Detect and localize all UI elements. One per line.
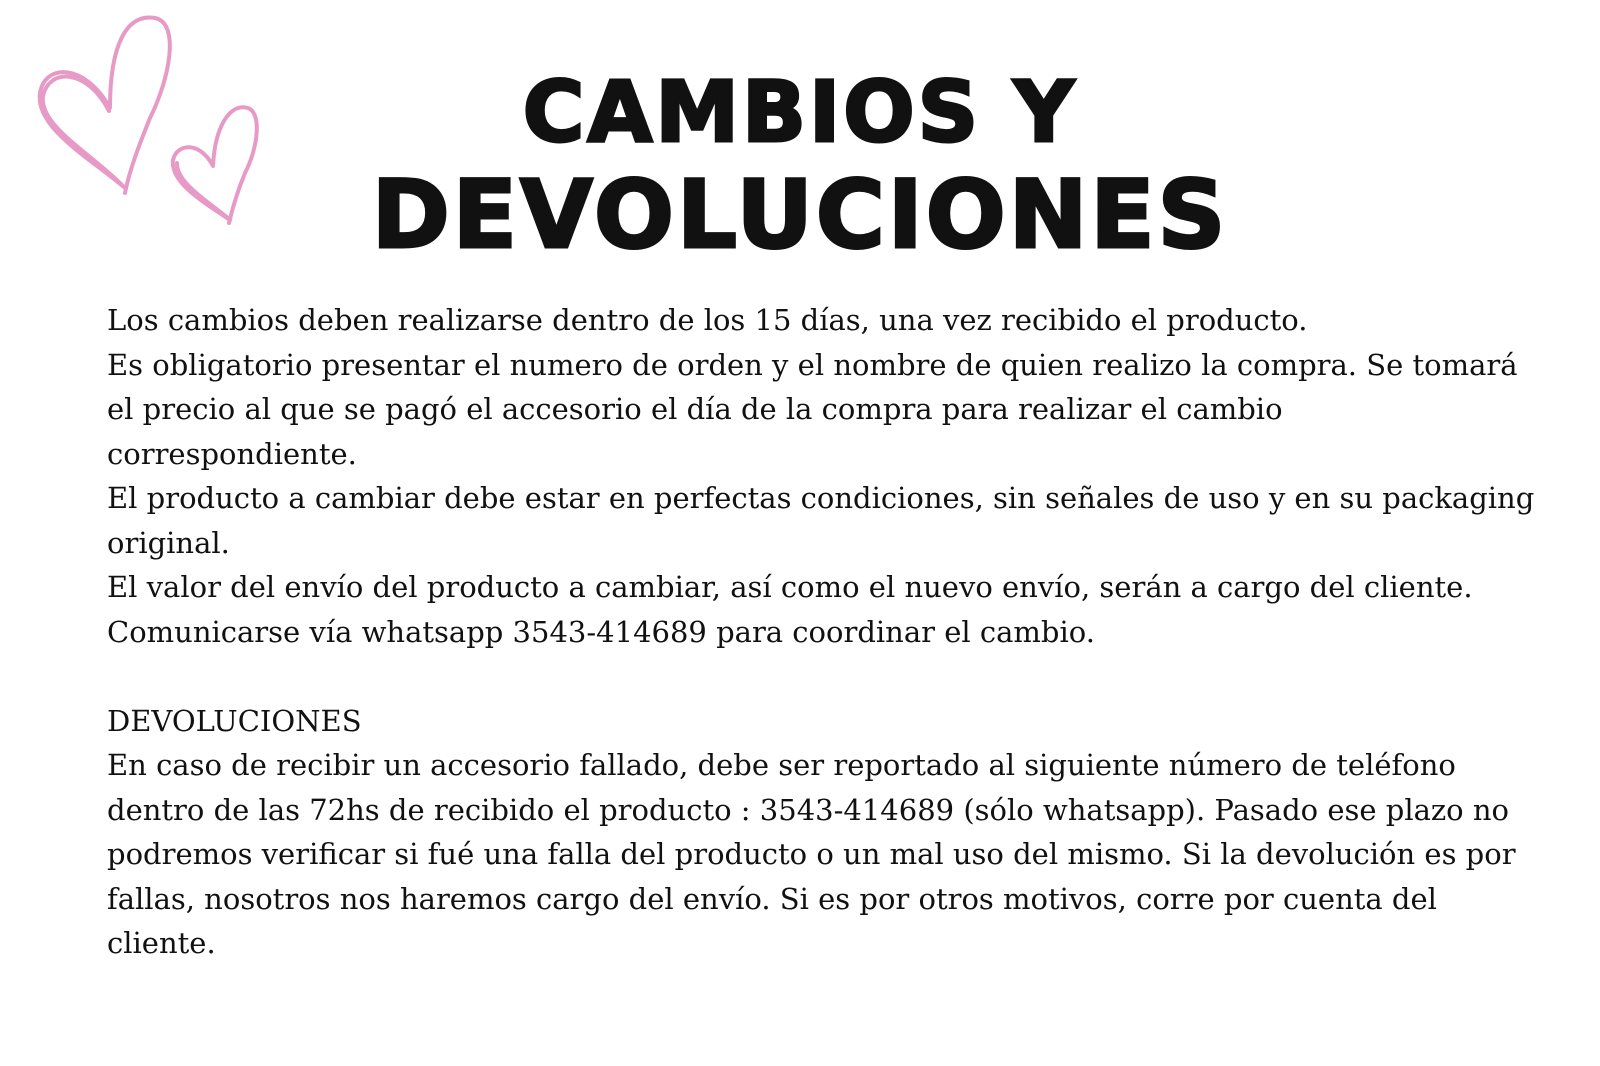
cambios-paragraph-3: El producto a cambiar debe estar en perfectas condiciones, sin señales de uso y en su packaging original. <box>107 481 1535 560</box>
title-line-1: CAMBIOS Y <box>522 63 1078 161</box>
cambios-paragraph-1: Los cambios deben realizarse dentro de los 15 días, una vez recibido el producto. <box>107 303 1308 337</box>
cambios-paragraph-5: Comunicarse vía whatsapp 3543-414689 para coordinar el cambio. <box>107 614 1095 649</box>
page-title <box>0 62 1600 270</box>
title-line-2: DEVOLUCIONES <box>371 161 1229 270</box>
devoluciones-paragraph: En caso de recibir un accesorio fallado, debe ser reportado al siguiente número de teléfono dentro de las 72hs de recibido el producto : 3543-414689 (sólo whatsapp). Pasado ese plazo no podremos verificar si fué una falla del producto o un mal uso del mismo. Si la devolución es por fallas, nosotros nos haremos cargo del envío. Si es por otros motivos, corre por cuenta del cliente. <box>107 748 1516 960</box>
cambios-paragraph-4: El valor del envío del producto a cambiar, así como el nuevo envío, serán a cargo del cliente. <box>107 570 1473 604</box>
policy-content <box>107 298 1537 966</box>
section-spacer <box>107 654 1537 699</box>
cambios-paragraph-2: Es obligatorio presentar el numero de orden y el nombre de quien realizo la compra. Se tomará el precio al que se pagó el accesorio el día de la compra para realizar el cambio correspondiente. <box>107 347 1518 471</box>
devoluciones-heading: DEVOLUCIONES <box>107 703 362 738</box>
